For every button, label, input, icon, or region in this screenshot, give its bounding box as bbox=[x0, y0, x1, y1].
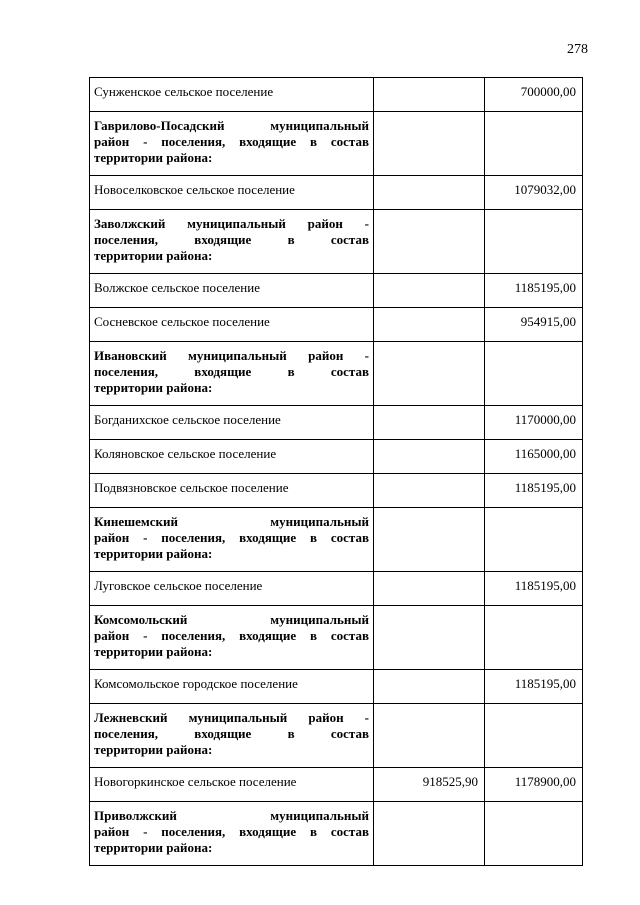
value-cell-col2 bbox=[374, 112, 485, 176]
district-name-cell bbox=[90, 112, 374, 176]
settlement-name-cell: Новогоркинское сельское поселение bbox=[90, 768, 374, 802]
settlement-name-cell: Комсомольское городское поселение bbox=[90, 670, 374, 704]
settlement-name-cell: Сунженское сельское поселение bbox=[90, 78, 374, 112]
district-header-row bbox=[90, 342, 583, 406]
value-cell-col3: 1185195,00 bbox=[485, 274, 583, 308]
value-cell-col2 bbox=[374, 78, 485, 112]
value-cell-col2 bbox=[374, 176, 485, 210]
district-name-line: Заволжский муниципальный район - bbox=[94, 216, 369, 231]
settlement-name-cell: Луговское сельское поселение bbox=[90, 572, 374, 606]
district-name-line: район - поселения, входящие в состав bbox=[94, 530, 369, 545]
value-cell-col3: 1165000,00 bbox=[485, 440, 583, 474]
district-name-line: территории района: bbox=[94, 644, 213, 659]
district-name-line: Комсомольский муниципальный bbox=[94, 612, 369, 627]
settlement-row bbox=[90, 274, 583, 308]
district-name-cell bbox=[90, 342, 374, 406]
value-cell-col3: 700000,00 bbox=[485, 78, 583, 112]
settlement-row bbox=[90, 440, 583, 474]
district-header-row bbox=[90, 606, 583, 670]
value-cell-col3 bbox=[485, 508, 583, 572]
value-cell-col3 bbox=[485, 342, 583, 406]
settlement-row bbox=[90, 176, 583, 210]
district-header-row bbox=[90, 210, 583, 274]
settlement-name-cell: Волжское сельское поселение bbox=[90, 274, 374, 308]
district-header-row bbox=[90, 112, 583, 176]
value-cell-col2 bbox=[374, 440, 485, 474]
settlement-row bbox=[90, 78, 583, 112]
district-name-cell bbox=[90, 802, 374, 866]
value-cell-col2: 918525,90 bbox=[374, 768, 485, 802]
district-name-line: поселения, входящие в состав bbox=[94, 364, 369, 379]
district-name-line: Кинешемский муниципальный bbox=[94, 514, 369, 529]
district-name-line: Приволжский муниципальный bbox=[94, 808, 369, 823]
district-name-line: поселения, входящие в состав bbox=[94, 726, 369, 741]
district-name-cell bbox=[90, 210, 374, 274]
settlement-row bbox=[90, 406, 583, 440]
district-name-cell bbox=[90, 508, 374, 572]
value-cell-col2 bbox=[374, 274, 485, 308]
district-name-line: район - поселения, входящие в состав bbox=[94, 824, 369, 839]
value-cell-col2 bbox=[374, 508, 485, 572]
district-name-line: район - поселения, входящие в состав bbox=[94, 134, 369, 149]
district-name-line: территории района: bbox=[94, 546, 213, 561]
district-name-line: Гаврилово-Посадский муниципальный bbox=[94, 118, 369, 133]
district-name-line: Ивановский муниципальный район - bbox=[94, 348, 369, 363]
page-number: 278 bbox=[567, 42, 588, 57]
value-cell-col3: 1079032,00 bbox=[485, 176, 583, 210]
district-name-line: территории района: bbox=[94, 742, 213, 757]
value-cell-col3 bbox=[485, 704, 583, 768]
district-header-row bbox=[90, 802, 583, 866]
settlement-name-cell: Богданихское сельское поселение bbox=[90, 406, 374, 440]
value-cell-col3 bbox=[485, 210, 583, 274]
value-cell-col3: 1185195,00 bbox=[485, 572, 583, 606]
district-name-cell bbox=[90, 704, 374, 768]
settlement-row bbox=[90, 768, 583, 802]
settlement-row bbox=[90, 474, 583, 508]
district-name-line: Лежневский муниципальный район - bbox=[94, 710, 369, 725]
settlement-name-cell: Коляновское сельское поселение bbox=[90, 440, 374, 474]
settlement-name-cell: Новоселковское сельское поселение bbox=[90, 176, 374, 210]
district-name-line: территории района: bbox=[94, 380, 213, 395]
settlements-table bbox=[89, 77, 583, 866]
settlement-row bbox=[90, 572, 583, 606]
value-cell-col3: 1185195,00 bbox=[485, 474, 583, 508]
district-header-row bbox=[90, 704, 583, 768]
value-cell-col3: 1185195,00 bbox=[485, 670, 583, 704]
settlement-name-cell: Сосневское сельское поселение bbox=[90, 308, 374, 342]
district-name-cell bbox=[90, 606, 374, 670]
value-cell-col3 bbox=[485, 112, 583, 176]
district-name-line: территории района: bbox=[94, 840, 213, 855]
value-cell-col2 bbox=[374, 572, 485, 606]
table-body bbox=[90, 78, 583, 866]
settlement-row bbox=[90, 308, 583, 342]
district-header-row bbox=[90, 508, 583, 572]
value-cell-col3 bbox=[485, 802, 583, 866]
district-name-line: поселения, входящие в состав bbox=[94, 232, 369, 247]
settlement-name-cell: Подвязновское сельское поселение bbox=[90, 474, 374, 508]
district-name-line: территории района: bbox=[94, 150, 213, 165]
value-cell-col2 bbox=[374, 308, 485, 342]
value-cell-col2 bbox=[374, 606, 485, 670]
value-cell-col2 bbox=[374, 406, 485, 440]
value-cell-col2 bbox=[374, 342, 485, 406]
value-cell-col2 bbox=[374, 474, 485, 508]
value-cell-col2 bbox=[374, 704, 485, 768]
value-cell-col3: 954915,00 bbox=[485, 308, 583, 342]
value-cell-col2 bbox=[374, 802, 485, 866]
value-cell-col2 bbox=[374, 670, 485, 704]
district-name-line: район - поселения, входящие в состав bbox=[94, 628, 369, 643]
settlement-row bbox=[90, 670, 583, 704]
value-cell-col3 bbox=[485, 606, 583, 670]
value-cell-col2 bbox=[374, 210, 485, 274]
district-name-line: территории района: bbox=[94, 248, 213, 263]
value-cell-col3: 1170000,00 bbox=[485, 406, 583, 440]
value-cell-col3: 1178900,00 bbox=[485, 768, 583, 802]
